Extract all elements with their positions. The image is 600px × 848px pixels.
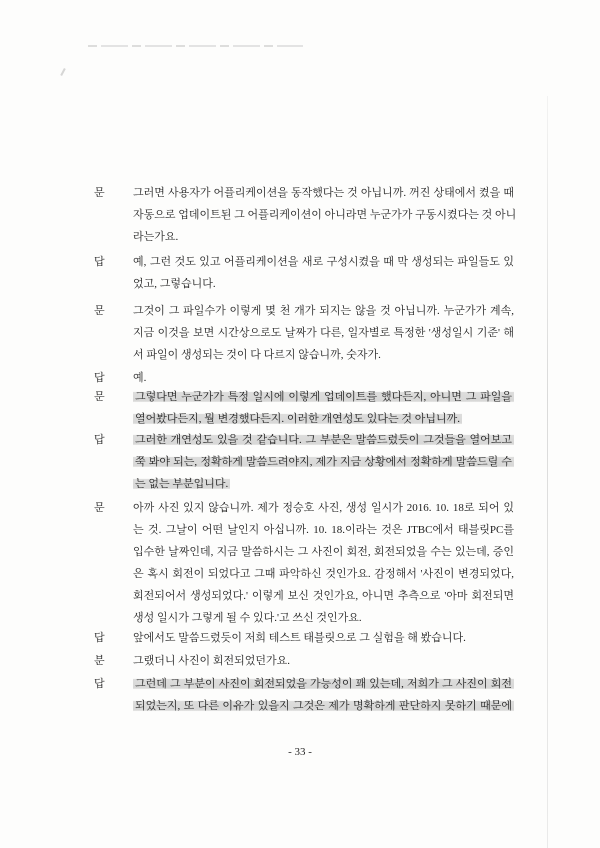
speaker-label: 답 (94, 256, 105, 268)
speaker-label: 문 (94, 391, 105, 403)
transcript-entry-answer (94, 627, 524, 649)
transcript-entry-answer (94, 251, 524, 295)
transcript-line (133, 300, 514, 322)
line-text: 쭉 봐야 되는, 정확하게 말씀드려야지, 제가 지금 상황에서 정확하게 말씀드릴 수 (135, 456, 512, 468)
scan-artifact-line (88, 45, 303, 47)
transcript-line (133, 344, 514, 366)
speaker-label: 문 (94, 187, 105, 199)
scan-artifact-edge (547, 96, 548, 848)
line-text: 그랬더니 사진이 회전되었던가요. (133, 655, 291, 667)
transcript-line (133, 673, 514, 695)
entry-text (133, 300, 514, 366)
line-text: 자동으로 업데이트된 그 어플리케이션이 아니라면 누군가가 구동시켰다는 것 아니 (133, 209, 517, 221)
transcript-line (133, 585, 514, 607)
transcript-line (133, 226, 514, 248)
line-text: 라는가요. (133, 231, 179, 243)
line-text: 예, 그런 것도 있고 어플리케이션을 새로 구성시켰을 때 막 생성되는 파일들도 있 (133, 256, 514, 268)
speaker-label: 문 (94, 502, 105, 514)
line-text: 열어봤다든지, 뭘 변경했다든지. 이러한 개연성도 있다는 것 아닙니까. (135, 413, 461, 425)
transcript-line (133, 322, 514, 344)
transcript-line (133, 650, 514, 672)
line-text: 었고, 그렇습니다. (133, 278, 216, 290)
transcript-entry-answer (94, 673, 524, 717)
speaker-label: 답 (94, 632, 105, 644)
line-text: 지금 이것을 보면 시간상으로도 날짜가 다른, 일자별로 특정한 '생성일시 기준' 해 (133, 327, 514, 339)
line-text: 되었는지, 또 다른 이유가 있을지 그것은 제가 명확하게 판단하지 못하기 때문에 (135, 700, 512, 712)
speaker-label: 답 (94, 372, 105, 384)
line-text: 그런데 그 부분이 사진이 회전되었을 가능성이 꽤 있는데, 저희가 그 사진이 회전 (135, 678, 512, 690)
entry-text (133, 627, 514, 649)
transcript-entry-question (94, 497, 524, 629)
entry-text (133, 673, 514, 717)
transcript-entry-question (94, 300, 524, 366)
transcript-line (133, 451, 514, 473)
transcript-line (133, 627, 514, 649)
line-text: 생성 일시가 그렇게 될 수 있다.'고 쓰신 것인가요. (133, 612, 362, 624)
speaker-label: 답 (94, 678, 105, 690)
line-text: 은 혹시 회전이 되었다고 그때 파악하신 것인가요. 감정해서 '사진이 변경되었다, (133, 568, 514, 580)
speaker-label: 답 (94, 434, 105, 446)
transcript-line (133, 473, 514, 495)
speaker-label: 분 (94, 655, 105, 667)
transcript-line (133, 204, 517, 226)
transcript-line (133, 182, 514, 204)
transcript-line (133, 695, 514, 717)
transcript-line (133, 497, 514, 519)
transcript-line (133, 386, 514, 408)
line-text: 그러한 개연성도 있을 것 같습니다. 그 부분은 말씀드렸듯이 그것들을 열어보고 (135, 434, 512, 446)
transcript-entry-question (94, 386, 524, 430)
transcript-line (133, 408, 514, 430)
transcript-line (133, 607, 514, 629)
line-text: 입수한 날짜인데, 지금 말씀하시는 그 사진이 회전, 회전되었을 수는 있는데, 증인 (133, 546, 514, 558)
line-text: 아까 사진 있지 않습니까. 제가 정승호 사진, 생성 일시가 2016. 10. 18로 되어 있 (133, 502, 514, 514)
transcript-line (133, 563, 514, 585)
transcript-line (133, 541, 514, 563)
page-number: - 33 - (288, 746, 312, 758)
line-text: 그것이 그 파일수가 이렇게 몇 천 개가 되지는 않을 것 아닙니까. 누군가가 계속, (133, 305, 514, 317)
line-text: 예. (133, 372, 147, 384)
transcript-entry-answer (94, 429, 524, 495)
line-text: 서 파일이 생성되는 것이 다 다르지 않습니까, 숫자가. (133, 349, 381, 361)
transcript-entry-question (94, 182, 524, 248)
line-text: 그러면 사용자가 어플리케이션을 동작했다는 것 아닙니까. 꺼진 상태에서 켰을 때 (133, 187, 514, 199)
transcript-line (133, 519, 514, 541)
entry-text (133, 429, 514, 495)
entry-text (133, 650, 514, 672)
entry-text (133, 182, 517, 248)
speaker-label: 문 (94, 305, 105, 317)
line-text: 앞에서도 말씀드렸듯이 저희 테스트 태블릿으로 그 실험을 해 봤습니다. (133, 632, 466, 644)
line-text: 는 것. 그날이 어떤 날인지 아십니까. 10. 18.이라는 것은 JTBC에서 태블릿PC를 (133, 524, 514, 536)
transcript-line (133, 273, 514, 295)
scan-artifact-mark (60, 68, 66, 76)
line-text: 는 없는 부분입니다. (135, 478, 229, 490)
line-text: 그렇다면 누군가가 특정 일시에 이렇게 업데이트를 했다든지, 아니면 그 파일을 (135, 391, 512, 403)
transcript-line (133, 251, 514, 273)
transcript-line (133, 429, 514, 451)
entry-text (133, 497, 514, 629)
entry-text (133, 251, 514, 295)
entry-text (133, 386, 514, 430)
line-text: 회전되어서 생성되었다.' 이렇게 보신 것인가요, 아니면 추측으로 '아마 회전되면 (133, 590, 514, 602)
transcript-entry-question (94, 650, 524, 672)
